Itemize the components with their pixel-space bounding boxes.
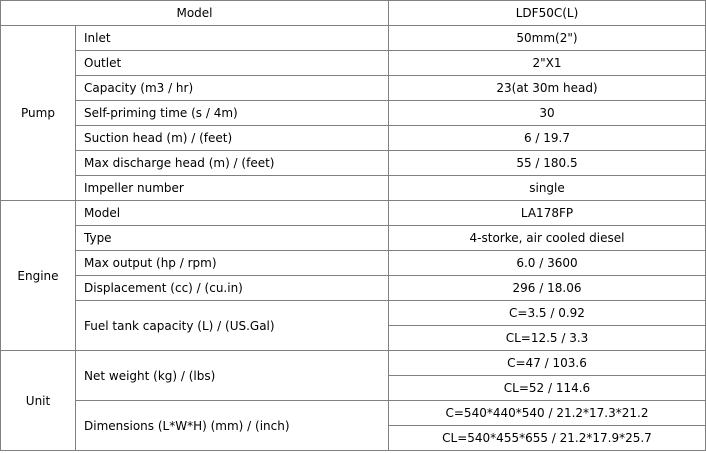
group-label-engine: Engine (1, 201, 76, 351)
dimensions-label (76, 401, 389, 451)
row-value: 6.0 / 3600 (389, 251, 706, 276)
row-label: Displacement (cc) / (cu.in) (76, 276, 389, 301)
row-label: Type (76, 226, 389, 251)
group-label-unit: Unit (1, 351, 76, 451)
table-row (1, 51, 706, 76)
table-row (1, 201, 706, 226)
row-value: 6 / 19.7 (389, 126, 706, 151)
table-row (1, 151, 706, 176)
row-value: 30 (389, 101, 706, 126)
row-label: Capacity (m3 / hr) (76, 76, 389, 101)
row-label: Impeller number (76, 176, 389, 201)
row-value: LA178FP (389, 201, 706, 226)
row-value: 55 / 180.5 (389, 151, 706, 176)
table-row (1, 101, 706, 126)
table-row (1, 126, 706, 151)
table-row (1, 351, 706, 376)
row-label: Outlet (76, 51, 389, 76)
row-label: Max output (hp / rpm) (76, 251, 389, 276)
row-label: Model (76, 201, 389, 226)
fuel-tank-label: Fuel tank capacity (L) / (US.Gal) (76, 301, 389, 351)
row-value: 23(at 30m head) (389, 76, 706, 101)
net-weight-value-cl: CL=52 / 114.6 (389, 376, 706, 401)
dimensions-value-c: C=540*440*540 / 21.2*17.3*21.2 (389, 401, 706, 426)
fuel-tank-value-c: C=3.5 / 0.92 (389, 301, 706, 326)
table-row (1, 301, 706, 326)
dimensions-value-cl: CL=540*455*655 / 21.2*17.9*25.7 (389, 426, 706, 451)
table-row (1, 276, 706, 301)
table-row (1, 226, 706, 251)
row-label: Inlet (76, 26, 389, 51)
table-row (1, 76, 706, 101)
fuel-tank-value-cl: CL=12.5 / 3.3 (389, 326, 706, 351)
table-row (1, 251, 706, 276)
row-value: 50mm(2") (389, 26, 706, 51)
dimensions-label-text: Dimensions (L*W*H) (mm) / (inch) (84, 418, 290, 433)
row-label: Self-priming time (s / 4m) (76, 101, 389, 126)
row-label: Suction head (m) / (feet) (76, 126, 389, 151)
row-label: Max discharge head (m) / (feet) (76, 151, 389, 176)
row-value: 4-storke, air cooled diesel (389, 226, 706, 251)
table-row (1, 176, 706, 201)
group-label-pump: Pump (1, 26, 76, 201)
model-header-label: Model (1, 1, 389, 26)
row-value: 2"X1 (389, 51, 706, 76)
model-header-value: LDF50C(L) (389, 1, 706, 26)
net-weight-label: Net weight (kg) / (lbs) (76, 351, 389, 401)
row-value: 296 / 18.06 (389, 276, 706, 301)
header-row (1, 1, 706, 26)
row-value: single (389, 176, 706, 201)
table-row (1, 26, 706, 51)
table-row (1, 401, 706, 426)
net-weight-value-c: C=47 / 103.6 (389, 351, 706, 376)
